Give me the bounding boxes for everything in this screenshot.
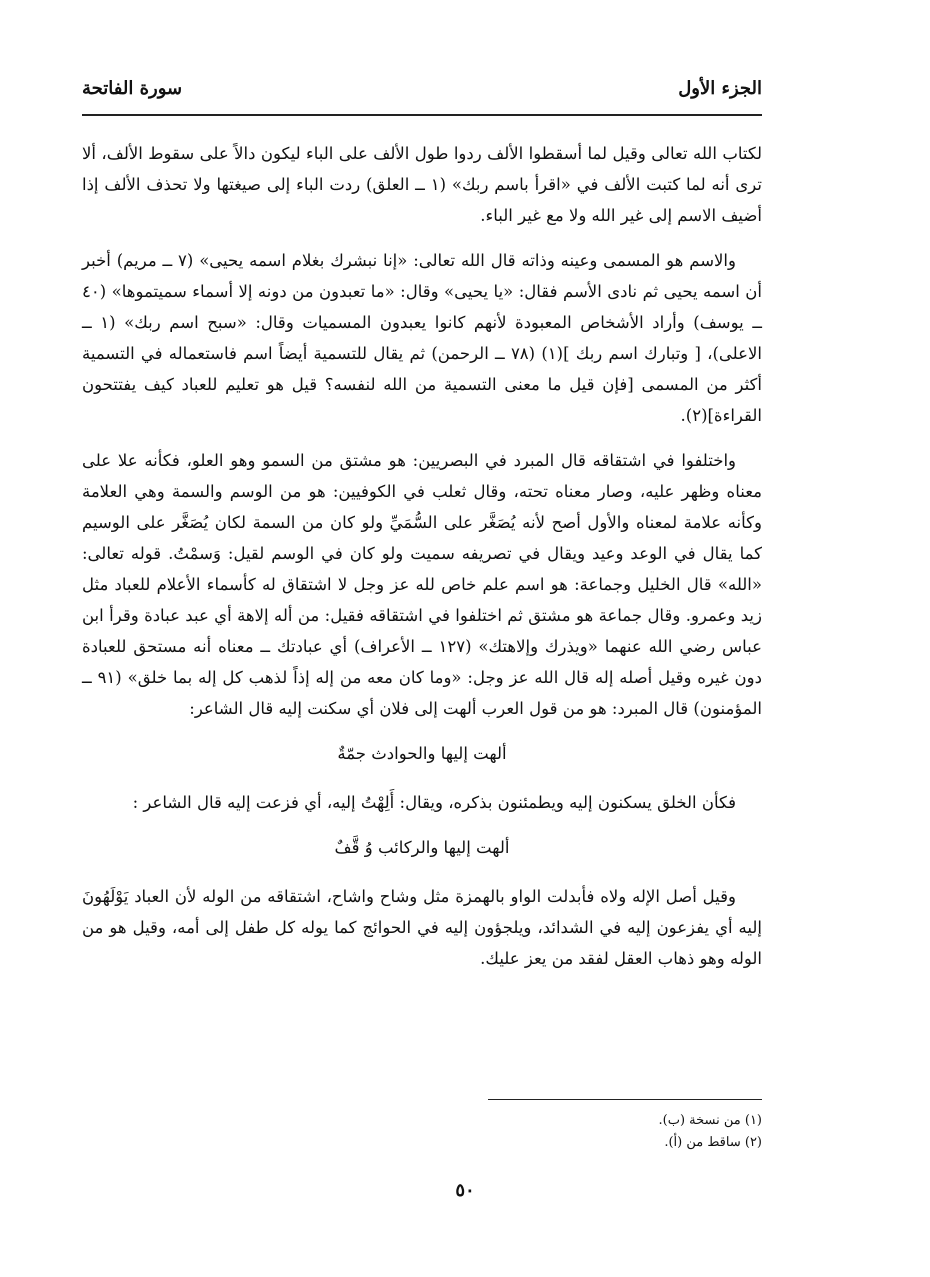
paragraph-4: فكأن الخلق يسكنون إليه ويطمئنون بذكره، ويقال: أَلِهْتُ إليه، أي فزعت إليه قال الشاعر : bbox=[132, 793, 736, 812]
paragraph-1: لكتاب الله تعالى وقيل لما أسقطوا الألف ردوا طول الألف على الباء ليكون دالاً على سقوط الألف، ألا ترى أنه لما كتبت الألف في «اقرأ باسم ربك» (١ ــ العلق) ردت الباء إلى صيغتها ولا تحذف الألف إذا أضيف الاسم إلى غير الله ولا مع غير الباء. bbox=[82, 144, 762, 225]
page-number: ٥٠ bbox=[455, 1180, 475, 1201]
header-divider bbox=[82, 114, 762, 116]
footnote-divider bbox=[488, 1099, 762, 1100]
running-header bbox=[82, 78, 762, 112]
surah-title: سورة الفاتحة bbox=[82, 78, 183, 99]
verse-2: ألهت إليها والركائب وُ قَّفٌ bbox=[334, 838, 510, 857]
volume-title: الجزء الأول bbox=[678, 78, 762, 99]
footnotes bbox=[82, 1110, 762, 1154]
footnote-2: (٢) ساقط من (أ). bbox=[664, 1135, 762, 1150]
footnote-1: (١) من نسخة (ب). bbox=[658, 1113, 762, 1128]
verse-1: ألهت إليها والحوادث جمّةٌ bbox=[337, 744, 507, 763]
main-text bbox=[82, 138, 762, 988]
paragraph-3: واختلفوا في اشتقاقه قال المبرد في البصريين: هو مشتق من السمو وهو العلو، فكأنه علا على معناه وظهر عليه، وصار معناه تحته، وقال ثعلب في الكوفيين: هو من الوسم والسمة وهي العلامة وكأنه علامة لمعناه والأول أصح لأنه يُصَغَّر على السُّمَيِّ ولو كان من السمة لكان يُصَغَّر على الوسيم كما يقال في الوعد وعيد ويقال في تصريفه سميت ولو كان في الوسم لقيل: وَسمْتُ. قوله تعالى: «الله» قال الخليل وجماعة: هو اسم علم خاص لله عز وجل لا اشتقاق له كأسماء الأعلام للعباد مثل زيد وعمرو. وقال جماعة هو مشتق ثم اختلفوا في اشتقاقه فقيل: من أله إلاهة أي عبد عبادة وقرأ ابن عباس رضي الله عنهما «ويذرك وإلاهتك» (١٢٧ ــ الأعراف) أي عبادتك ــ معناه أنه مستحق للعبادة دون غيره وقيل أصله إله قال الله عز وجل: «وما كان معه من إله إذاً لذهب كل إله بما خلق» (٩١ ــ المؤمنون) قال المبرد: هو من قول العرب ألهت إلى فلان أي سكنت إليه قال الشاعر: bbox=[82, 451, 762, 718]
paragraph-2: والاسم هو المسمى وعينه وذاته قال الله تعالى: «إنا نبشرك بغلام اسمه يحيى» (٧ ــ مريم) أخبر أن اسمه يحيى ثم نادى الأسم فقال: «يا يحيى» وقال: «ما تعبدون من دونه إلا أسماء سميتموها» (٤٠ ــ يوسف) وأراد الأشخاص المعبودة لأنهم كانوا يعبدون المسميات وقال: «سبح اسم ربك» (١ ــ الاعلى)، [ وتبارك اسم ربك ](١) (٧٨ ــ الرحمن) ثم يقال للتسمية أيضاً اسم فاستعماله في التسمية أكثر من المسمى [فإن قيل ما معنى التسمية من الله لنفسه؟ قيل هو تعليم للعباد كيف يفتتحون القراءة](٢). bbox=[82, 251, 762, 425]
paragraph-5: وقيل أصل الإله ولاه فأبدلت الواو بالهمزة مثل وشاح واشاح، اشتقاقه من الوله لأن العباد يَوْلَهُونَ إليه أي يفزعون إليه في الشدائد، ويلجؤون إليه في الحوائج كما يوله كل طفل إلى أمه، وقيل هو من الوله وهو ذهاب العقل لفقد من يعز عليك. bbox=[82, 887, 762, 968]
